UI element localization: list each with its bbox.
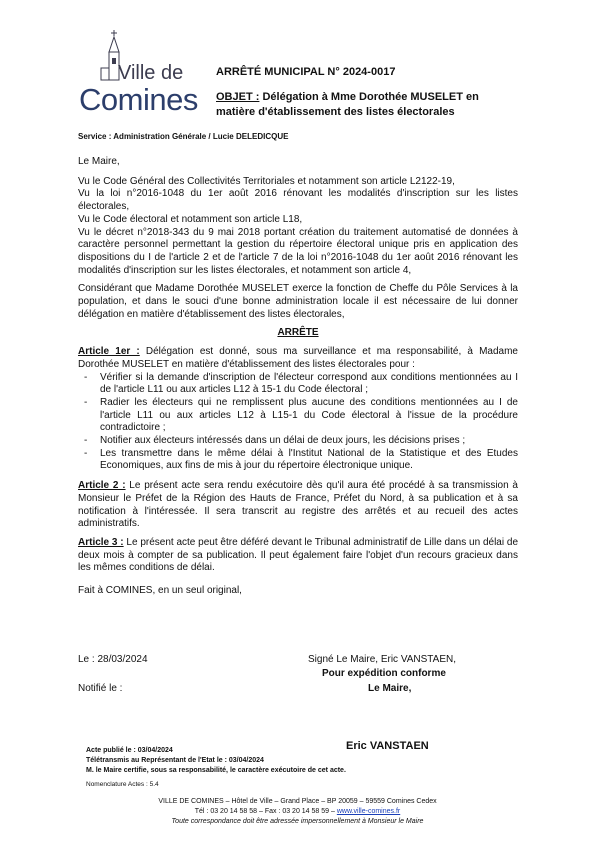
article-1-text: Délégation est donné, sous ma surveillance et ma responsabilité, à Madame Dorothée MUSELET en matière d'établissement des listes électorales pour :	[78, 346, 518, 370]
contact-line	[60, 807, 535, 817]
article-1-label: Article 1er :	[78, 346, 140, 358]
phone-fax: Tél : 03 20 14 58 58 – Fax : 03 20 14 58 59 –	[194, 808, 337, 815]
address: VILLE DE COMINES – Hôtel de Ville – Grand Place – BP 20059 – 59559 Comines Cedex	[158, 798, 437, 805]
address-footer	[60, 797, 535, 827]
nomenclature: Nomenclature Actes : 5.4	[86, 781, 159, 788]
service-line: Service : Administration Générale / Lucie DELEDICQUE	[78, 132, 289, 141]
vu-2: Vu la loi n°2016-1048 du 1er août 2016 rénovant les modalités d'inscription sur les listes électorales,	[78, 188, 518, 213]
article-3	[78, 537, 518, 575]
website-link[interactable]: www.ville-comines.fr	[336, 808, 401, 815]
object-text: Délégation à Mme Dorothée MUSELET en matière d'établissement des listes électorales	[216, 91, 479, 118]
logo-line1: Ville de	[118, 62, 184, 84]
mayor-title: Le Maire,	[368, 683, 412, 694]
list-item: - Notifier aux électeurs intéressés dans un délai de deux jours, les décisions prises ;	[78, 435, 518, 448]
city-logo	[78, 30, 198, 116]
article-3-label: Article 3 :	[78, 536, 124, 548]
fait-line: Fait à COMINES, en un seul original,	[78, 585, 242, 597]
signatory-name: Eric VANSTAEN	[346, 740, 429, 752]
preamble	[78, 156, 518, 598]
signed-line: Signé Le Maire, Eric VANSTAEN,	[308, 654, 457, 665]
vu-3: Vu le Code électoral et notamment son article L18,	[78, 213, 303, 225]
decree-object	[216, 90, 516, 120]
expedition-line: Pour expédition conforme	[322, 668, 446, 679]
article-2-label: Article 2 :	[78, 480, 126, 492]
list-item: - Radier les électeurs qui ne remplissent plus aucune des conditions mentionnées au I de l'article L11 ou aux articles L12 à L15-1 du Code électoral à l'issue de la procédure contradictoire ;	[78, 397, 518, 435]
considerant: Considérant que Madame Dorothée MUSELET exerce la fonction de Cheffe du Pôle Services à la population, et dans le souci d'une bonne administration locale il est nécessaire de lui donner délégation en matière d'établissement des listes électorales,	[78, 283, 518, 320]
decree-title: ARRÊTÉ MUNICIPAL N° 2024-0017	[216, 66, 396, 78]
correspondence-note: Toute correspondance doit être adressée impersonnellement à Monsieur le Maire	[171, 818, 424, 825]
published-date: Acte publié le : 03/04/2024	[86, 747, 173, 754]
vu-1: Vu le Code Général des Collectivités Territoriales et notamment son article L2122-19,	[78, 175, 455, 187]
article-1	[78, 346, 518, 371]
article-3-text: Le présent acte peut être déféré devant le Tribunal administratif de Lille dans un délai de deux mois à compter de sa publication. Il peut également faire l'objet d'un recours gracieux dans les mêmes conditions de délai.	[78, 536, 518, 574]
list-item: - Vérifier si la demande d'inscription de l'électeur correspond aux conditions mentionnées au I de l'article L11 ou aux articles L12 à 15-1 du Code électoral ;	[78, 372, 518, 397]
article-2-text: Le présent acte sera rendu exécutoire dès qu'il aura été procédé à sa transmission à Monsieur le Préfet de la Région des Hauts de France, Préfet du Nord, à sa publication et à sa notification à l'intéressée. Il sera transcrit au registre des arrêtés et au recueil des actes administratifs.	[78, 480, 518, 530]
article-1-list	[78, 372, 518, 474]
notified-line: Notifié le :	[78, 683, 123, 694]
date-line: Le : 28/03/2024	[78, 654, 148, 665]
logo-line2: Comines	[79, 82, 198, 117]
transmitted-date: Télétransmis au Représentant de l'Etat le : 03/04/2024	[86, 757, 264, 764]
certification: M. le Maire certifie, sous sa responsabilité, le caractère exécutoire de cet acte.	[86, 767, 346, 774]
article-2	[78, 480, 518, 531]
salutation: Le Maire,	[78, 156, 120, 167]
object-label: OBJET :	[216, 91, 260, 103]
publication-info	[86, 746, 346, 776]
arrete-heading: ARRÊTE	[277, 327, 319, 339]
vu-4: Vu le décret n°2018-343 du 9 mai 2018 portant création du traitement automatisé de données à caractère personnel permettant la gestion du répertoire électoral unique pris en application des dispositions du I de l'article 2 et de l'article 7 de la loi n°2016-1048 du 1er août 2016 rénovant les modalités d'inscription sur les listes électorales, et notamment son article 4,	[78, 226, 518, 276]
list-item: - Les transmettre dans le même délai à l'Institut National de la Statistique et des Etudes Economiques, aux fins de mis à jour du répertoire électronique unique.	[78, 448, 518, 473]
